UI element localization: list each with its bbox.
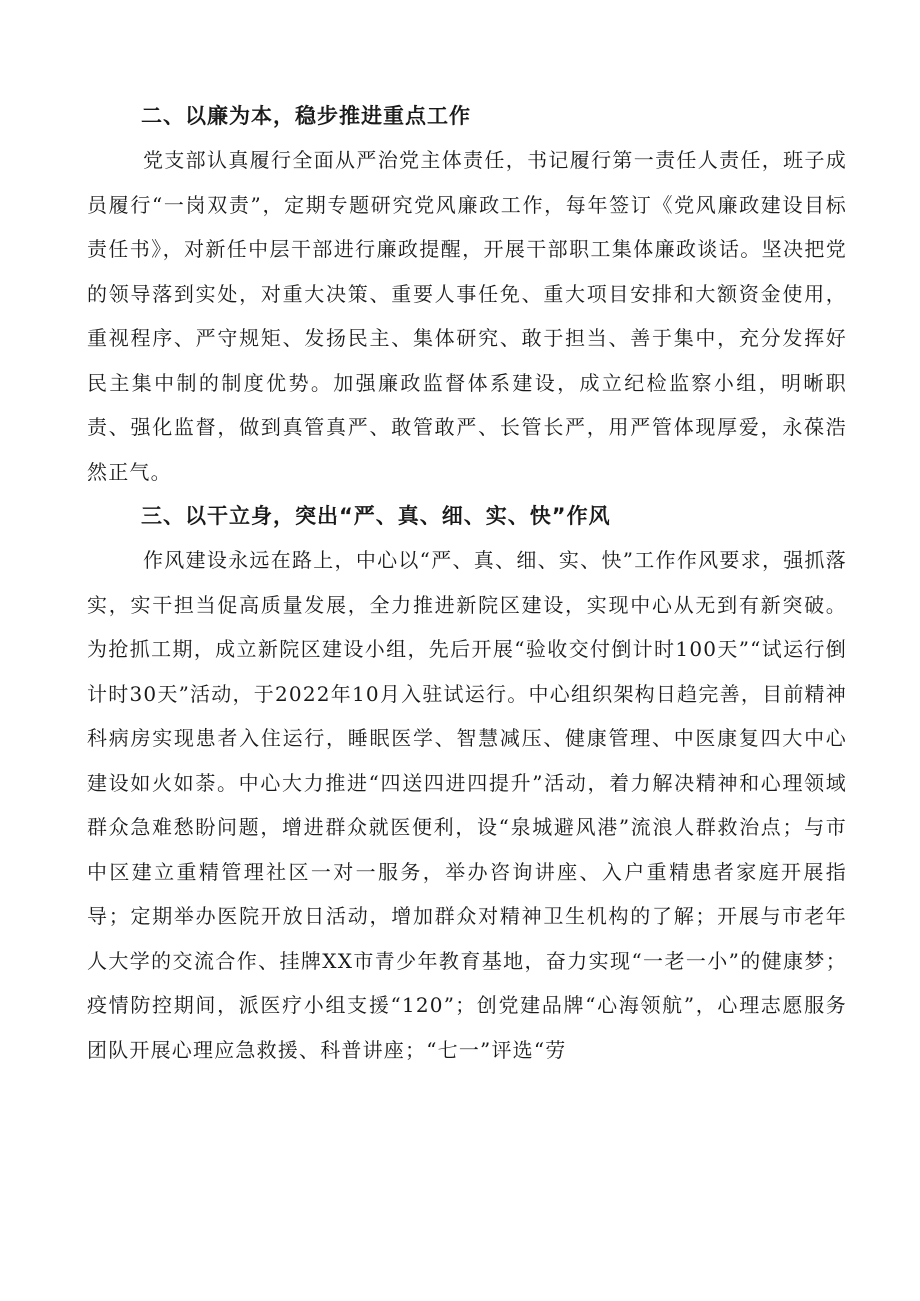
section-heading-2: 二、以廉为本，稳步推进重点工作: [141, 104, 471, 128]
document-body: [87, 94, 847, 1072]
section-paragraph-2: 党支部认真履行全面从严治党主体责任，书记履行第一责任人责任，班子成员履行“一岗双责”，定期专题研究党风廉政工作，每年签订《党风廉政建设目标责任书》，对新任中层干部进行廉政提醒，开展干部职工集体廉政谈话。坚决把党的领导落到实处，对重大决策、重要人事任免、重大项目安排和大额资金使用，重视程序、严守规矩、发扬民主、集体研究、敢于担当、善于集中，充分发挥好民主集中制的制度优势。加强廉政监督体系建设，成立纪检监察小组，明晰职责、强化监督，做到真管真严、敢管敢严、长管长严，用严管体现厚爱，永葆浩然正气。: [87, 148, 847, 484]
section-paragraph-3: 作风建设永远在路上，中心以“严、真、细、实、快”工作作风要求，强抓落实，实干担当促高质量发展，全力推进新院区建设，实现中心从无到有新突破。为抢抓工期，成立新院区建设小组，先后开展“验收交付倒计时100天”“试运行倒计时30天”活动，于2022年10月入驻试运行。中心组织架构日趋完善，目前精神科病房实现患者入住运行，睡眠医学、智慧减压、健康管理、中医康复四大中心建设如火如荼。中心大力推进“四送四进四提升”活动，着力解决精神和心理领域群众急难愁盼问题，增进群众就医便利，设“泉城避风港”流浪人群救治点；与市中区建立重精管理社区一对一服务，举办咨询讲座、入户重精患者家庭开展指导；定期举办医院开放日活动，增加群众对精神卫生机构的了解；开展与市老年人大学的交流合作、挂牌XX市青少年教育基地，奋力实现“一老一小”的健康梦；疫情防控期间，派医疗小组支援“120”；创党建品牌“心海领航”，心理志愿服务团队开展心理应急救援、科普讲座；“七一”评选“劳: [87, 548, 847, 1062]
section-heading-3: 三、以干立身，突出“严、真、细、实、快”作风: [141, 504, 611, 528]
